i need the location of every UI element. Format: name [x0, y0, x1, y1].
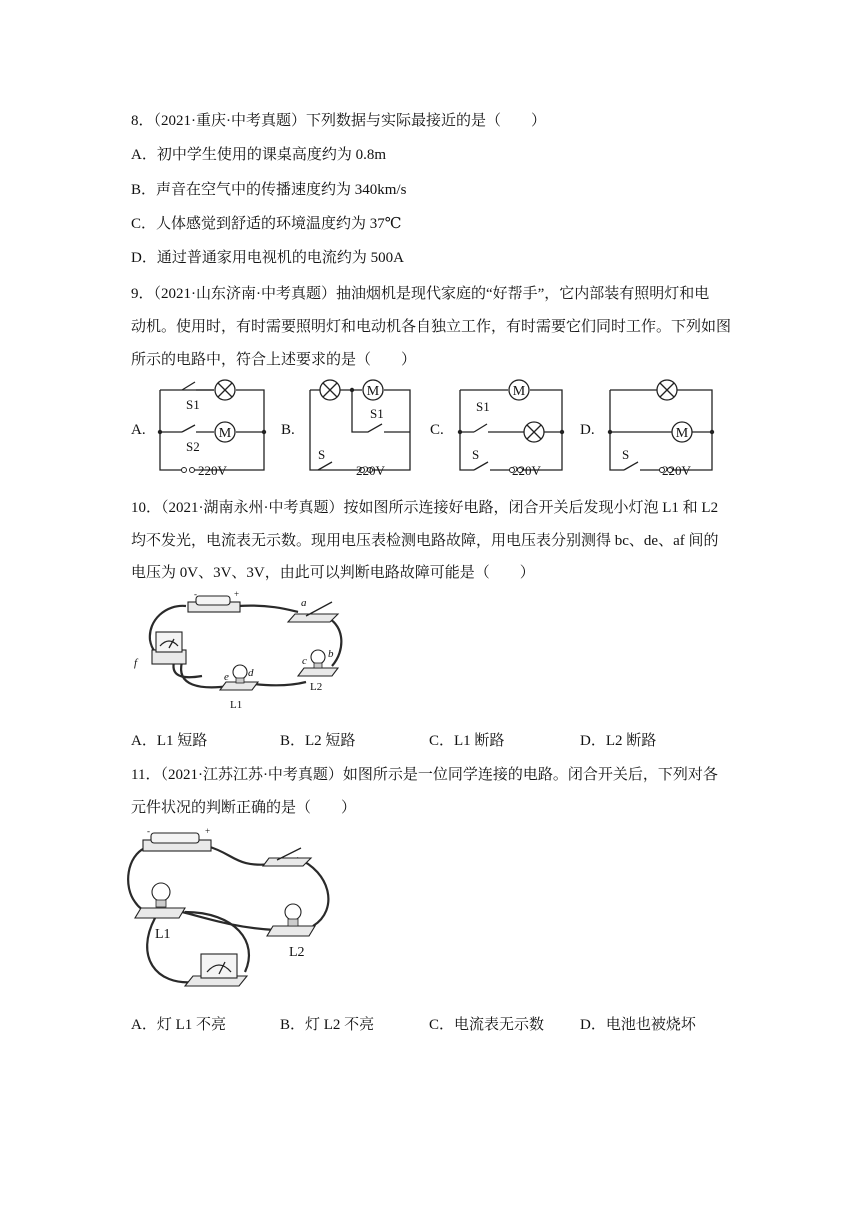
- q9-choice-d-letter: D.: [580, 422, 595, 438]
- q10-option-a: A．L1 短路: [131, 733, 208, 749]
- svg-text:L1: L1: [155, 927, 171, 942]
- q9-choice-b-letter: B.: [281, 422, 295, 438]
- battery-icon: [196, 596, 230, 605]
- svg-text:S1: S1: [476, 399, 490, 414]
- q10-circuit-figure: [130, 590, 360, 715]
- q9-choice-c-letter: C.: [430, 422, 444, 438]
- q11-stem-line-2: 元件状况的判断正确的是（ ）: [131, 800, 357, 816]
- svg-text:M: M: [512, 384, 526, 399]
- q9-choice-a-letter: A.: [131, 422, 146, 438]
- svg-text:c: c: [302, 655, 307, 667]
- q9-stem-line-1: 9．（2021·山东济南·中考真题）抽油烟机是现代家庭的“好帮手”，它内部装有照明灯和电: [131, 286, 710, 302]
- q9-circuit-c: [450, 378, 570, 478]
- svg-text:L2: L2: [289, 945, 305, 960]
- q10-option-d: D．L2 断路: [580, 733, 657, 749]
- svg-text:M: M: [675, 426, 689, 441]
- svg-text:220V: 220V: [198, 463, 227, 478]
- bulb-l2-icon: [285, 904, 301, 920]
- q10-stem-line-2: 均不发光，电流表无示数。现用电压表检测电路故障，用电压表分别测得 bc、de、af 间的: [131, 533, 719, 549]
- q10-stem-line-1: 10．（2021·湖南永州·中考真题）按如图所示连接好电路，闭合开关后发现小灯泡 L1 和 L2: [131, 500, 719, 516]
- q9-circuit-b: [300, 378, 420, 478]
- svg-text:L2: L2: [310, 681, 323, 693]
- svg-text:-: -: [194, 589, 197, 599]
- svg-text:+: +: [234, 589, 240, 599]
- q9-circuit-a: [150, 378, 270, 478]
- svg-text:M: M: [218, 426, 232, 441]
- svg-text:L1: L1: [230, 699, 243, 711]
- q8-stem: 8．（2021·重庆·中考真题）下列数据与实际最接近的是（ ）: [131, 113, 546, 129]
- svg-text:S: S: [472, 447, 480, 462]
- l2-base: [298, 668, 338, 676]
- bulb-l1-icon: [233, 665, 247, 679]
- svg-text:S: S: [622, 447, 630, 462]
- l2-base: [267, 926, 315, 936]
- svg-text:S1: S1: [186, 397, 200, 412]
- q8-option-d: D．通过普通家用电视机的电流约为 500A: [131, 250, 404, 266]
- q10-option-c: C．L1 断路: [429, 733, 505, 749]
- bulb-l2-icon: [311, 650, 325, 664]
- svg-text:S: S: [318, 447, 326, 462]
- q11-option-c: C．电流表无示数: [429, 1017, 545, 1033]
- q11-option-a: A．灯 L1 不亮: [131, 1017, 226, 1033]
- svg-text:f: f: [134, 657, 138, 669]
- q11-stem-line-1: 11．（2021·江苏江苏·中考真题）如图所示是一位同学连接的电路。闭合开关后，下列对各: [131, 767, 718, 783]
- svg-text:S1: S1: [370, 406, 384, 421]
- battery-icon: [151, 833, 199, 843]
- svg-text:220V: 220V: [356, 463, 385, 478]
- q9-stem-line-3: 所示的电路中，符合上述要求的是（ ）: [131, 352, 417, 368]
- svg-text:d: d: [248, 667, 254, 679]
- q10-stem-line-3: 电压为 0V、3V、3V，由此可以判断电路故障可能是（ ）: [131, 565, 535, 581]
- ammeter-icon: [156, 632, 182, 652]
- q9-stem-line-2: 动机。使用时，有时需要照明灯和电动机各自独立工作，有时需要它们同时工作。下列如图: [131, 319, 732, 335]
- svg-text:e: e: [224, 671, 229, 683]
- bulb-l1-icon: [152, 883, 170, 901]
- switch-base: [288, 614, 338, 622]
- svg-text:S2: S2: [186, 439, 200, 454]
- q8-option-c: C．人体感觉到舒适的环境温度约为 37℃: [131, 216, 402, 232]
- q8-option-b: B．声音在空气中的传播速度约为 340km/s: [131, 182, 407, 198]
- svg-text:-: -: [147, 826, 150, 836]
- q11-option-b: B．灯 L2 不亮: [280, 1017, 375, 1033]
- svg-text:+: +: [205, 826, 211, 836]
- svg-text:220V: 220V: [662, 463, 691, 478]
- svg-text:M: M: [366, 384, 380, 399]
- l1-base: [135, 908, 185, 918]
- svg-text:b: b: [328, 648, 334, 660]
- q11-option-d: D．电池也被烧坏: [580, 1017, 696, 1033]
- switch-base: [263, 858, 311, 866]
- q10-option-b: B．L2 短路: [280, 733, 356, 749]
- svg-text:220V: 220V: [512, 463, 541, 478]
- ammeter-icon: [201, 954, 237, 978]
- q9-circuit-d: [600, 378, 720, 478]
- q11-circuit-figure: [125, 826, 345, 1001]
- svg-text:a: a: [301, 597, 307, 609]
- q8-option-a: A．初中学生使用的课桌高度约为 0.8m: [131, 147, 387, 163]
